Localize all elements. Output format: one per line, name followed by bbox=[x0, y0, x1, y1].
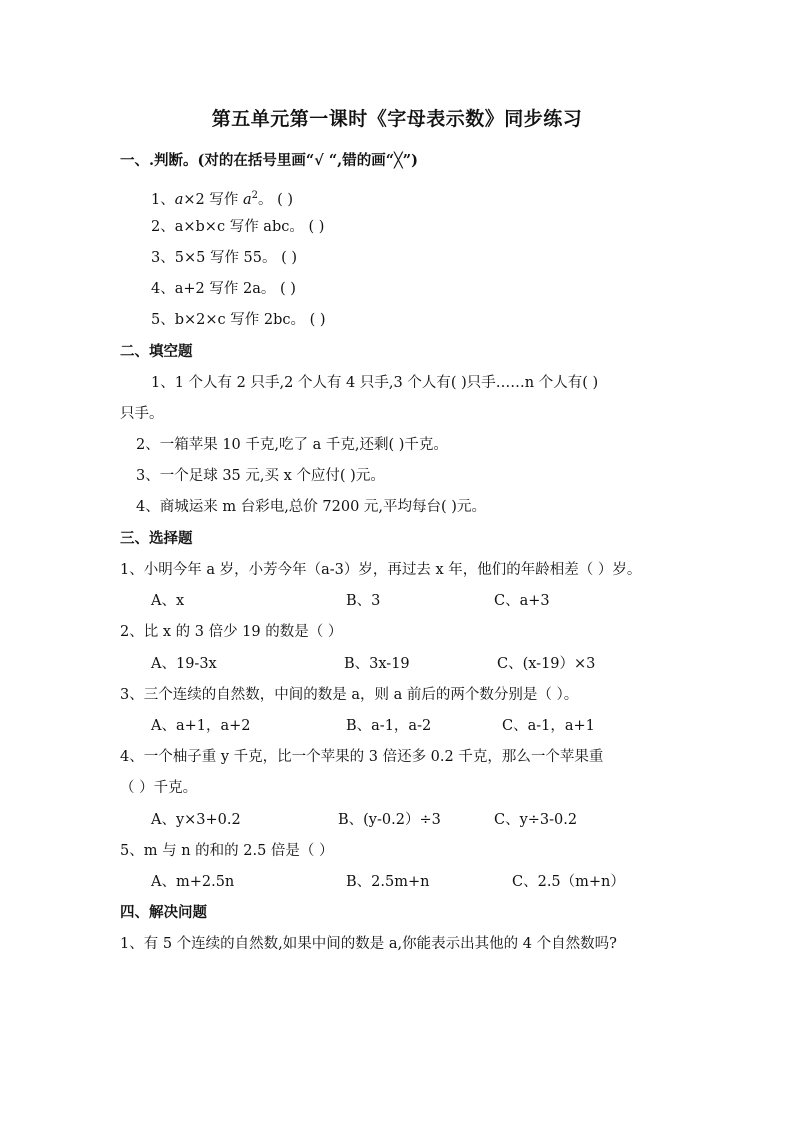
choice-q2-option-a: A、19-3x bbox=[151, 656, 217, 672]
judge-item-5: 5、b×2×c 写作 2bc。 ( ) bbox=[151, 312, 326, 328]
choice-q2-option-b: B、3x-19 bbox=[344, 656, 410, 672]
fill-q4: 4、商城运来 m 台彩电,总价 7200 元,平均每台( )元。 bbox=[136, 499, 486, 515]
choice-q2-stem: 2、比 x 的 3 倍少 19 的数是（ ） bbox=[120, 624, 343, 640]
choice-q4-stem-cont: （ ）千克。 bbox=[120, 780, 198, 796]
fill-q1-line2: 只手。 bbox=[120, 406, 164, 422]
choice-q1-stem: 1、小明今年 a 岁，小芳今年（a-3）岁，再过去 x 年，他们的年龄相差（ ）岁。 bbox=[120, 562, 642, 578]
judge-item-2: 2、a×b×c 写作 abc。 ( ) bbox=[151, 219, 325, 235]
choice-q1-option-b: B、3 bbox=[346, 593, 381, 609]
choice-q1-option-c: C、a+3 bbox=[494, 593, 550, 609]
choice-q5-option-b: B、2.5m+n bbox=[346, 874, 430, 890]
solve-q1: 1、有 5 个连续的自然数,如果中间的数是 a,你能表示出其他的 4 个自然数吗? bbox=[120, 936, 617, 952]
choice-q4-option-a: A、y×3+0.2 bbox=[151, 812, 241, 828]
choice-q4-stem: 4、一个柚子重 y 千克，比一个苹果的 3 倍还多 0.2 千克，那么一个苹果重 bbox=[120, 749, 604, 765]
choice-q3-option-b: B、a-1，a-2 bbox=[346, 718, 432, 734]
choice-q4-option-b: B、(y-0.2）÷3 bbox=[338, 812, 441, 828]
choice-q5-option-a: A、m+2.5n bbox=[151, 874, 235, 890]
fill-q2: 2、一箱苹果 10 千克,吃了 a 千克,还剩( )千克。 bbox=[136, 437, 448, 453]
choice-q4-option-c: C、y÷3-0.2 bbox=[494, 812, 578, 828]
page-title: 第五单元第一课时《字母表示数》同步练习 bbox=[211, 108, 583, 130]
choice-q3-option-a: A、a+1，a+2 bbox=[151, 718, 251, 734]
choice-q3-stem: 3、三个连续的自然数，中间的数是 a，则 a 前后的两个数分别是（ ）。 bbox=[120, 687, 579, 703]
section4-heading: 四、解决问题 bbox=[120, 904, 207, 921]
judge-item-1: 1、a×2 写作 $a^2$。 ( ) bbox=[151, 190, 294, 208]
choice-q5-option-c: C、2.5（m+n） bbox=[512, 874, 625, 890]
judge-item-3: 3、5×5 写作 55。 ( ) bbox=[151, 250, 298, 266]
choice-q5-stem: 5、m 与 n 的和的 2.5 倍是（ ） bbox=[120, 843, 334, 859]
fill-q3: 3、一个足球 35 元,买 x 个应付( )元。 bbox=[136, 468, 385, 484]
section1-heading: 一、.判断。(对的在括号里画“√ “,错的画“╳”) bbox=[120, 152, 418, 169]
judge-item-4: 4、a+2 写作 2a。 ( ) bbox=[151, 281, 296, 297]
fill-q1-line1: 1、1 个人有 2 只手,2 个人有 4 只手,3 个人有( )只手……n 个人有( ) bbox=[151, 375, 599, 391]
section2-heading: 二、填空题 bbox=[120, 343, 193, 360]
section3-heading: 三、选择题 bbox=[120, 530, 193, 547]
choice-q2-option-c: C、(x-19）×3 bbox=[497, 656, 596, 672]
choice-q3-option-c: C、a-1，a+1 bbox=[502, 718, 595, 734]
choice-q1-option-a: A、x bbox=[151, 593, 185, 609]
